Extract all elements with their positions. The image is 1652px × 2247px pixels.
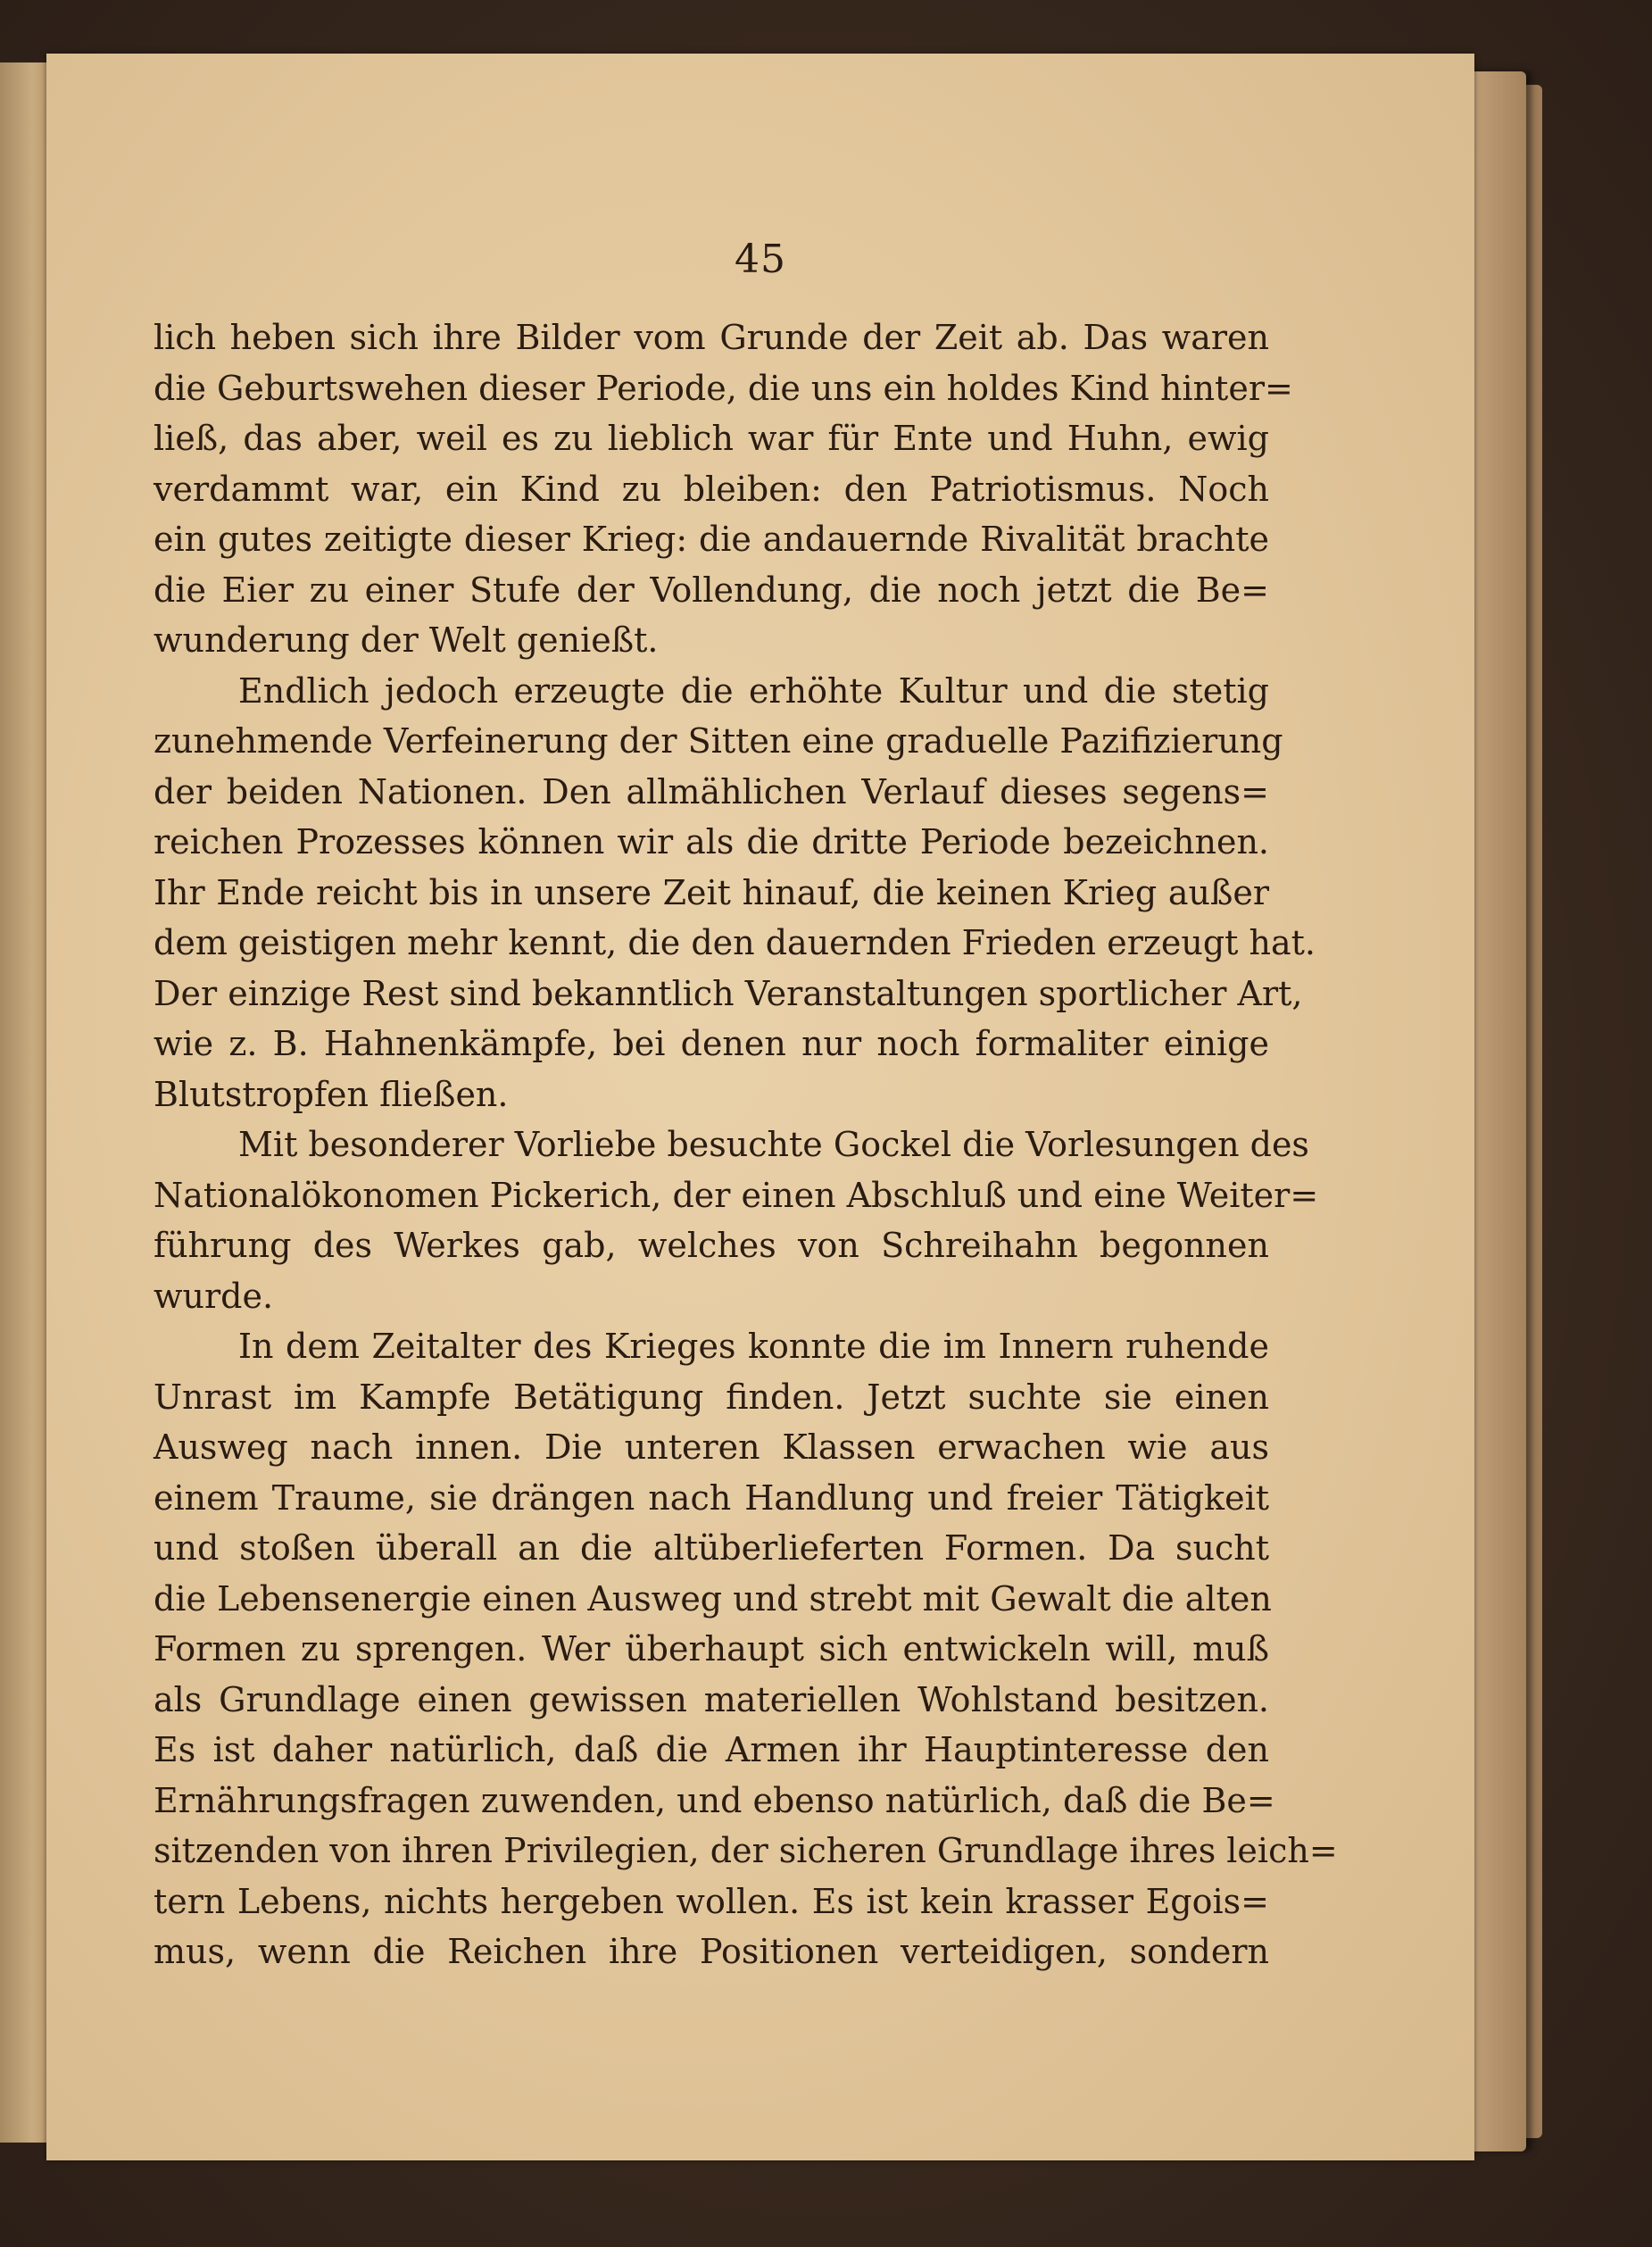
text-line: Formen zu sprengen. Wer überhaupt sich entwickeln will, muß	[154, 1629, 1269, 1669]
text-line: Ausweg nach innen. Die unteren Klassen erwachen wie aus	[154, 1427, 1269, 1467]
text-line: wurde.	[154, 1276, 274, 1316]
text-line: reichen Prozesses können wir als die dritte Periode bezeichnen.	[154, 822, 1269, 861]
page-number: 45	[735, 237, 786, 282]
text-line: Ihr Ende reicht bis in unsere Zeit hinauf, die keinen Krieg außer	[154, 872, 1269, 912]
text-line: Der einzige Rest sind bekanntlich Veranstaltungen sportlicher Art,	[154, 973, 1303, 1013]
text-line: wie z. B. Hahnenkämpfe, bei denen nur noch formaliter einige	[154, 1024, 1269, 1063]
text-line: zunehmende Verfeinerung der Sitten eine graduelle Pazifizierung	[154, 721, 1283, 761]
text-line: lich heben sich ihre Bilder vom Grunde der Zeit ab. Das waren	[154, 318, 1269, 357]
text-line: die Geburtswehen dieser Periode, die uns ein holdes Kind hinter=	[154, 368, 1293, 408]
text-line: und stoßen überall an die altüberlieferten Formen. Da sucht	[154, 1528, 1269, 1568]
text-line: mus, wenn die Reichen ihre Positionen verteidigen, sondern	[154, 1932, 1269, 1971]
body-text	[154, 312, 1338, 1977]
text-line: die Lebensenergie einen Ausweg und strebt mit Gewalt die alten	[154, 1578, 1272, 1619]
book-page	[46, 54, 1474, 2160]
text-line: Blutstropfen fließen.	[154, 1074, 509, 1114]
text-line: ein gutes zeitigte dieser Krieg: die andauernde Rivalität brachte	[154, 520, 1269, 559]
text-line: Unrast im Kampfe Betätigung finden. Jetzt suchte sie einen	[154, 1377, 1269, 1417]
paragraph-first-line: Endlich jedoch erzeugte die erhöhte Kultur und die stetig	[238, 670, 1269, 711]
paragraph-first-line: In dem Zeitalter des Krieges konnte die im Innern ruhende	[238, 1327, 1269, 1366]
text-line: dem geistigen mehr kennt, die den dauernden Frieden erzeugt hat.	[154, 923, 1316, 962]
text-line: einem Traume, sie drängen nach Handlung und freier Tätigkeit	[154, 1477, 1269, 1518]
paragraph-first-line: Mit besonderer Vorliebe besuchte Gockel die Vorlesungen des	[238, 1125, 1309, 1164]
text-line: ließ, das aber, weil es zu lieblich war für Ente und Huhn, ewig	[154, 419, 1269, 458]
text-line: Nationalökonomen Pickerich, der einen Abschluß und eine Weiter=	[154, 1175, 1319, 1215]
text-line: führung des Werkes gab, welches von Schreihahn begonnen	[154, 1226, 1269, 1265]
text-line: Ernährungsfragen zuwenden, und ebenso natürlich, daß die Be=	[154, 1780, 1275, 1820]
text-line: als Grundlage einen gewissen materiellen Wohlstand besitzen.	[154, 1679, 1269, 1719]
text-line: verdammt war, ein Kind zu bleiben: den Patriotismus. Noch	[154, 469, 1269, 509]
text-line: der beiden Nationen. Den allmählichen Verlauf dieses segens=	[154, 771, 1269, 811]
text-line: Es ist daher natürlich, daß die Armen ihr Hauptinteresse den	[154, 1730, 1269, 1769]
text-line: sitzenden von ihren Privilegien, der sicheren Grundlage ihres leich=	[154, 1831, 1338, 1870]
text-line: die Eier zu einer Stufe der Vollendung, die noch jetzt die Be=	[154, 570, 1269, 610]
text-line: wunderung der Welt genießt.	[154, 620, 659, 660]
text-line: tern Lebens, nichts hergeben wollen. Es ist kein krasser Egois=	[154, 1881, 1269, 1921]
